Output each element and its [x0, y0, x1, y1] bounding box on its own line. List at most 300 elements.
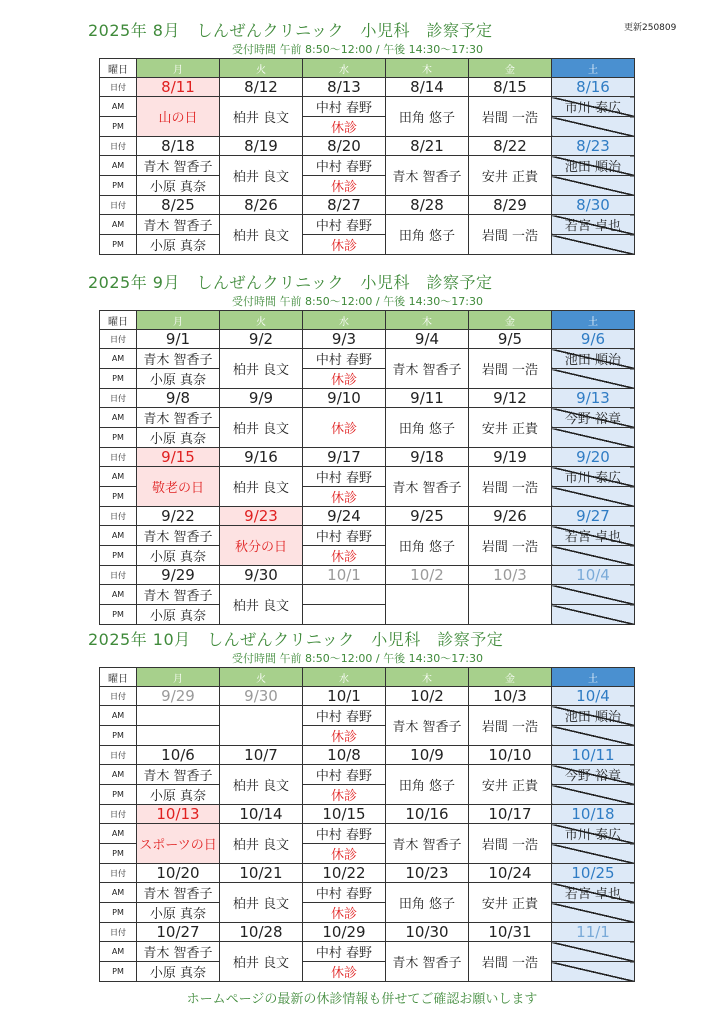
saturday-pm-closed — [552, 117, 635, 137]
weekday-header: 金 — [469, 668, 552, 687]
date-cell: 8/16 — [552, 78, 635, 97]
closed-cell: 休診 — [303, 487, 386, 507]
doctor-allday: 安井 正貴 — [469, 408, 552, 448]
doctor-am: 中村 春野 — [303, 215, 386, 235]
date-cell: 8/19 — [220, 137, 303, 156]
pm-label: PM — [100, 117, 137, 137]
doctor-pm — [303, 605, 386, 625]
am-row — [100, 765, 635, 785]
date-cell: 10/3 — [469, 566, 552, 585]
date-cell: 10/3 — [469, 687, 552, 706]
doctor-allday: 田角 悠子 — [386, 97, 469, 137]
date-cell: 10/7 — [220, 746, 303, 765]
saturday-am: 若宮 卓也 — [552, 215, 635, 235]
date-label: 日付 — [100, 507, 137, 526]
date-cell: 10/1 — [303, 566, 386, 585]
header-row — [100, 668, 635, 687]
date-cell: 10/28 — [220, 923, 303, 942]
date-label: 日付 — [100, 330, 137, 349]
date-cell: 9/27 — [552, 507, 635, 526]
date-cell: 10/4 — [552, 566, 635, 585]
date-row — [100, 196, 635, 215]
doctor-allday — [386, 585, 469, 625]
doctor-allday: 青木 智香子 — [386, 824, 469, 864]
doctor-allday: 青木 智香子 — [386, 706, 469, 746]
date-row — [100, 805, 635, 824]
date-cell: 9/5 — [469, 330, 552, 349]
date-cell: 9/15 — [137, 448, 220, 467]
saturday-pm-closed — [552, 487, 635, 507]
weekday-header: 水 — [303, 311, 386, 330]
doctor-allday: 田角 悠子 — [386, 765, 469, 805]
date-cell: 10/11 — [552, 746, 635, 765]
doctor-pm — [137, 726, 220, 746]
pm-row — [100, 785, 635, 805]
date-cell: 9/30 — [220, 687, 303, 706]
doctor-allday: 岩間 一浩 — [469, 467, 552, 507]
date-row — [100, 746, 635, 765]
doctor-allday: 安井 正貴 — [469, 156, 552, 196]
saturday-pm-closed — [552, 235, 635, 255]
closed-cell: 休診 — [303, 176, 386, 196]
date-cell: 8/27 — [303, 196, 386, 215]
weekday-header: 金 — [469, 311, 552, 330]
saturday-am — [552, 942, 635, 962]
pm-label: PM — [100, 844, 137, 864]
doctor-allday: 柏井 良文 — [220, 883, 303, 923]
holiday-cell: 秋分の日 — [220, 526, 303, 566]
doctor-allday: 岩間 一浩 — [469, 942, 552, 982]
weekday-header: 木 — [386, 668, 469, 687]
doctor-allday: 柏井 良文 — [220, 408, 303, 448]
pm-label: PM — [100, 903, 137, 923]
date-cell: 9/25 — [386, 507, 469, 526]
doctor-allday: 青木 智香子 — [386, 156, 469, 196]
closed-cell: 休診 — [303, 726, 386, 746]
am-row — [100, 408, 635, 428]
date-row — [100, 78, 635, 97]
doctor-pm: 小原 真奈 — [137, 962, 220, 982]
pm-row — [100, 546, 635, 566]
am-label: AM — [100, 349, 137, 369]
doctor-pm: 小原 真奈 — [137, 605, 220, 625]
am-row — [100, 526, 635, 546]
date-label: 日付 — [100, 389, 137, 408]
am-label: AM — [100, 824, 137, 844]
date-cell: 10/9 — [386, 746, 469, 765]
date-cell: 9/26 — [469, 507, 552, 526]
date-cell: 10/31 — [469, 923, 552, 942]
pm-row — [100, 903, 635, 923]
date-cell: 9/1 — [137, 330, 220, 349]
weekday-header: 木 — [386, 59, 469, 78]
doctor-allday: 岩間 一浩 — [469, 215, 552, 255]
weekday-header: 月 — [137, 311, 220, 330]
date-cell: 8/13 — [303, 78, 386, 97]
weekday-header: 水 — [303, 668, 386, 687]
closed-cell: 休診 — [303, 369, 386, 389]
date-cell: 10/1 — [303, 687, 386, 706]
doctor-allday: 柏井 良文 — [220, 349, 303, 389]
doctor-allday: 田角 悠子 — [386, 408, 469, 448]
am-row — [100, 467, 635, 487]
section-title: 2025年 8月 しんぜんクリニック 小児科 診察予定 — [88, 21, 493, 40]
header-row — [100, 59, 635, 78]
doctor-pm: 小原 真奈 — [137, 428, 220, 448]
weekday-header: 土 — [552, 59, 635, 78]
saturday-am: 池田 順治 — [552, 349, 635, 369]
date-cell: 9/9 — [220, 389, 303, 408]
doctor-pm: 小原 真奈 — [137, 785, 220, 805]
closed-cell: 休診 — [303, 903, 386, 923]
doctor-allday: 青木 智香子 — [386, 349, 469, 389]
am-row — [100, 883, 635, 903]
schedule-table — [99, 667, 635, 982]
date-cell: 8/14 — [386, 78, 469, 97]
doctor-allday: 岩間 一浩 — [469, 706, 552, 746]
doctor-am: 青木 智香子 — [137, 349, 220, 369]
date-cell: 8/20 — [303, 137, 386, 156]
weekday-label: 曜日 — [100, 311, 137, 330]
date-row — [100, 923, 635, 942]
doctor-am: 中村 春野 — [303, 824, 386, 844]
doctor-pm: 小原 真奈 — [137, 176, 220, 196]
doctor-am: 中村 春野 — [303, 97, 386, 117]
saturday-am: 若宮 卓也 — [552, 526, 635, 546]
am-label: AM — [100, 156, 137, 176]
doctor-allday: 柏井 良文 — [220, 765, 303, 805]
date-label: 日付 — [100, 448, 137, 467]
date-label: 日付 — [100, 196, 137, 215]
pm-row — [100, 369, 635, 389]
footer-note: ホームページの最新の休診情報も併せてご確認お願いします — [186, 992, 538, 1007]
pm-row — [100, 235, 635, 255]
saturday-am: 若宮 卓也 — [552, 883, 635, 903]
doctor-am — [303, 585, 386, 605]
doctor-pm: 小原 真奈 — [137, 546, 220, 566]
doctor-am: 中村 春野 — [303, 156, 386, 176]
date-cell: 10/4 — [552, 687, 635, 706]
doctor-allday: 安井 正貴 — [469, 883, 552, 923]
am-row — [100, 156, 635, 176]
doctor-am: 中村 春野 — [303, 526, 386, 546]
weekday-header: 木 — [386, 311, 469, 330]
date-cell: 9/10 — [303, 389, 386, 408]
pm-label: PM — [100, 369, 137, 389]
pm-row — [100, 605, 635, 625]
doctor-allday — [469, 585, 552, 625]
date-cell: 9/29 — [137, 566, 220, 585]
date-row — [100, 864, 635, 883]
date-cell: 10/6 — [137, 746, 220, 765]
holiday-cell: 敬老の日 — [137, 467, 220, 507]
doctor-am: 中村 春野 — [303, 349, 386, 369]
reception-hours: 受付時間 午前 8:50～12:00 / 午後 14:30～17:30 — [232, 295, 483, 308]
doctor-allday: 柏井 良文 — [220, 585, 303, 625]
date-label: 日付 — [100, 805, 137, 824]
closed-cell: 休診 — [303, 962, 386, 982]
date-cell: 9/19 — [469, 448, 552, 467]
date-cell: 9/12 — [469, 389, 552, 408]
pm-label: PM — [100, 546, 137, 566]
am-label: AM — [100, 408, 137, 428]
date-cell: 10/22 — [303, 864, 386, 883]
closed-cell: 休診 — [303, 235, 386, 255]
weekday-header: 土 — [552, 668, 635, 687]
doctor-am: 青木 智香子 — [137, 526, 220, 546]
am-row — [100, 824, 635, 844]
doctor-allday: 柏井 良文 — [220, 156, 303, 196]
doctor-allday: 田角 悠子 — [386, 215, 469, 255]
pm-row — [100, 962, 635, 982]
date-cell: 10/24 — [469, 864, 552, 883]
doctor-allday: 柏井 良文 — [220, 215, 303, 255]
pm-row — [100, 176, 635, 196]
section-title: 2025年 10月 しんぜんクリニック 小児科 診察予定 — [88, 630, 504, 649]
saturday-pm-closed — [552, 546, 635, 566]
date-cell: 10/21 — [220, 864, 303, 883]
date-cell: 10/2 — [386, 566, 469, 585]
date-cell: 8/22 — [469, 137, 552, 156]
pm-label: PM — [100, 726, 137, 746]
date-label: 日付 — [100, 746, 137, 765]
date-cell: 8/25 — [137, 196, 220, 215]
am-row — [100, 349, 635, 369]
weekday-header: 土 — [552, 311, 635, 330]
date-cell: 9/4 — [386, 330, 469, 349]
closed-cell: 休診 — [303, 117, 386, 137]
schedule-table — [99, 310, 635, 625]
date-row — [100, 687, 635, 706]
date-cell: 9/8 — [137, 389, 220, 408]
date-cell: 10/18 — [552, 805, 635, 824]
doctor-pm: 小原 真奈 — [137, 903, 220, 923]
pm-row — [100, 726, 635, 746]
date-cell: 8/18 — [137, 137, 220, 156]
am-label: AM — [100, 526, 137, 546]
date-label: 日付 — [100, 687, 137, 706]
date-row — [100, 330, 635, 349]
date-cell: 9/2 — [220, 330, 303, 349]
date-label: 日付 — [100, 923, 137, 942]
date-cell: 9/24 — [303, 507, 386, 526]
date-cell: 8/12 — [220, 78, 303, 97]
saturday-am — [552, 585, 635, 605]
date-row — [100, 566, 635, 585]
date-cell: 11/1 — [552, 923, 635, 942]
am-row — [100, 97, 635, 117]
section-title: 2025年 9月 しんぜんクリニック 小児科 診察予定 — [88, 273, 493, 292]
update-label: 更新250809 — [624, 23, 677, 33]
doctor-am: 青木 智香子 — [137, 765, 220, 785]
date-cell: 10/20 — [137, 864, 220, 883]
doctor-allday: 田角 悠子 — [386, 883, 469, 923]
doctor-am: 青木 智香子 — [137, 883, 220, 903]
am-row — [100, 942, 635, 962]
date-row — [100, 137, 635, 156]
weekday-header: 水 — [303, 59, 386, 78]
saturday-pm-closed — [552, 176, 635, 196]
date-cell: 9/30 — [220, 566, 303, 585]
date-cell: 8/21 — [386, 137, 469, 156]
holiday-cell: 山の日 — [137, 97, 220, 137]
date-cell: 9/11 — [386, 389, 469, 408]
saturday-am: 今野 裕章 — [552, 765, 635, 785]
date-label: 日付 — [100, 137, 137, 156]
saturday-pm-closed — [552, 962, 635, 982]
am-label: AM — [100, 585, 137, 605]
doctor-am: 中村 春野 — [303, 942, 386, 962]
date-cell: 10/27 — [137, 923, 220, 942]
pm-label: PM — [100, 605, 137, 625]
doctor-am: 青木 智香子 — [137, 215, 220, 235]
saturday-am: 市川 泰広 — [552, 824, 635, 844]
saturday-pm-closed — [552, 369, 635, 389]
weekday-header: 月 — [137, 59, 220, 78]
weekday-header: 火 — [220, 59, 303, 78]
date-cell: 10/8 — [303, 746, 386, 765]
pm-label: PM — [100, 487, 137, 507]
header-row — [100, 311, 635, 330]
date-cell: 10/29 — [303, 923, 386, 942]
date-cell: 10/23 — [386, 864, 469, 883]
doctor-allday: 青木 智香子 — [386, 942, 469, 982]
date-cell: 8/30 — [552, 196, 635, 215]
date-cell: 10/13 — [137, 805, 220, 824]
date-cell: 10/16 — [386, 805, 469, 824]
date-cell: 9/13 — [552, 389, 635, 408]
date-cell: 8/29 — [469, 196, 552, 215]
date-label: 日付 — [100, 78, 137, 97]
date-cell: 8/23 — [552, 137, 635, 156]
date-cell: 10/10 — [469, 746, 552, 765]
date-cell: 9/6 — [552, 330, 635, 349]
am-label: AM — [100, 467, 137, 487]
date-cell: 9/16 — [220, 448, 303, 467]
doctor-allday: 岩間 一浩 — [469, 526, 552, 566]
closed-cell: 休診 — [303, 546, 386, 566]
weekday-label: 曜日 — [100, 668, 137, 687]
saturday-pm-closed — [552, 605, 635, 625]
saturday-am: 池田 順治 — [552, 156, 635, 176]
doctor-allday: 青木 智香子 — [386, 467, 469, 507]
saturday-pm-closed — [552, 844, 635, 864]
date-cell: 10/14 — [220, 805, 303, 824]
schedule-table — [99, 58, 635, 255]
doctor-allday: 柏井 良文 — [220, 467, 303, 507]
holiday-cell: スポーツの日 — [137, 824, 220, 864]
doctor-pm: 小原 真奈 — [137, 369, 220, 389]
date-cell: 10/25 — [552, 864, 635, 883]
am-label: AM — [100, 215, 137, 235]
date-cell: 9/20 — [552, 448, 635, 467]
weekday-header: 金 — [469, 59, 552, 78]
doctor-am: 青木 智香子 — [137, 942, 220, 962]
doctor-allday: 田角 悠子 — [386, 526, 469, 566]
date-cell: 8/28 — [386, 196, 469, 215]
pm-label: PM — [100, 428, 137, 448]
saturday-pm-closed — [552, 726, 635, 746]
saturday-am: 池田 順治 — [552, 706, 635, 726]
doctor-allday: 柏井 良文 — [220, 942, 303, 982]
closed-cell: 休診 — [303, 408, 386, 448]
saturday-am: 市川 泰広 — [552, 97, 635, 117]
doctor-am: 中村 春野 — [303, 883, 386, 903]
doctor-am: 青木 智香子 — [137, 408, 220, 428]
date-row — [100, 389, 635, 408]
pm-label: PM — [100, 235, 137, 255]
date-label: 日付 — [100, 566, 137, 585]
date-row — [100, 507, 635, 526]
date-cell: 9/23 — [220, 507, 303, 526]
doctor-allday — [220, 706, 303, 746]
am-label: AM — [100, 765, 137, 785]
date-cell: 9/3 — [303, 330, 386, 349]
am-row — [100, 215, 635, 235]
date-cell: 8/26 — [220, 196, 303, 215]
doctor-allday: 安井 正貴 — [469, 765, 552, 805]
doctor-allday: 岩間 一浩 — [469, 97, 552, 137]
saturday-am: 市川 泰広 — [552, 467, 635, 487]
date-cell: 10/15 — [303, 805, 386, 824]
weekday-header: 月 — [137, 668, 220, 687]
date-cell: 9/17 — [303, 448, 386, 467]
doctor-am: 中村 春野 — [303, 467, 386, 487]
weekday-header: 火 — [220, 311, 303, 330]
am-label: AM — [100, 883, 137, 903]
date-cell: 10/17 — [469, 805, 552, 824]
doctor-am: 中村 春野 — [303, 706, 386, 726]
pm-label: PM — [100, 962, 137, 982]
closed-cell: 休診 — [303, 785, 386, 805]
saturday-pm-closed — [552, 785, 635, 805]
doctor-am — [137, 706, 220, 726]
doctor-allday: 岩間 一浩 — [469, 824, 552, 864]
am-row — [100, 706, 635, 726]
pm-label: PM — [100, 785, 137, 805]
date-cell: 8/11 — [137, 78, 220, 97]
doctor-allday: 岩間 一浩 — [469, 349, 552, 389]
date-cell: 10/2 — [386, 687, 469, 706]
pm-label: PM — [100, 176, 137, 196]
date-row — [100, 448, 635, 467]
date-label: 日付 — [100, 864, 137, 883]
doctor-allday: 柏井 良文 — [220, 97, 303, 137]
closed-cell: 休診 — [303, 844, 386, 864]
date-cell: 9/29 — [137, 687, 220, 706]
date-cell: 9/18 — [386, 448, 469, 467]
date-cell: 8/15 — [469, 78, 552, 97]
date-cell: 9/22 — [137, 507, 220, 526]
am-label: AM — [100, 706, 137, 726]
weekday-header: 火 — [220, 668, 303, 687]
doctor-am: 青木 智香子 — [137, 585, 220, 605]
doctor-allday: 柏井 良文 — [220, 824, 303, 864]
doctor-am: 中村 春野 — [303, 765, 386, 785]
date-cell: 10/30 — [386, 923, 469, 942]
reception-hours: 受付時間 午前 8:50～12:00 / 午後 14:30～17:30 — [232, 43, 483, 56]
doctor-am: 青木 智香子 — [137, 156, 220, 176]
reception-hours: 受付時間 午前 8:50～12:00 / 午後 14:30～17:30 — [232, 652, 483, 665]
saturday-pm-closed — [552, 428, 635, 448]
saturday-pm-closed — [552, 903, 635, 923]
weekday-label: 曜日 — [100, 59, 137, 78]
am-row — [100, 585, 635, 605]
am-label: AM — [100, 942, 137, 962]
saturday-am: 今野 裕章 — [552, 408, 635, 428]
doctor-pm: 小原 真奈 — [137, 235, 220, 255]
am-label: AM — [100, 97, 137, 117]
